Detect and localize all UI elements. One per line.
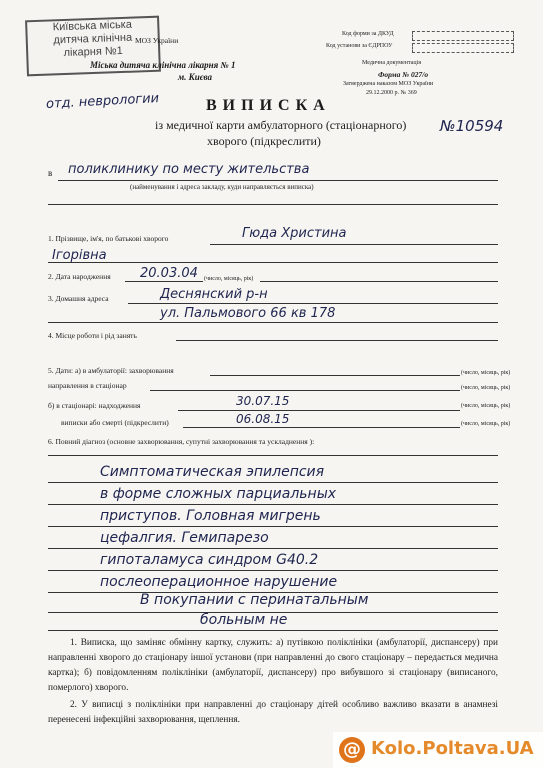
address-value-2: ул. Пальмового 66 кв 178 — [160, 306, 336, 321]
dob-hint: (число, місяць, рік) — [204, 276, 254, 282]
ambulatory-onset-line — [210, 375, 460, 376]
destination-line-2 — [48, 204, 498, 205]
work-line — [176, 340, 498, 341]
address-value: Деснянский р-н — [160, 287, 268, 302]
destination-prefix: в — [48, 168, 53, 178]
diagnosis-text: в форме сложных парциальных — [100, 486, 337, 502]
doc-type: Медична документація — [362, 60, 421, 66]
dkud-label: Код форми за ДКУД — [342, 31, 394, 37]
patient-name-line — [210, 244, 498, 245]
discharge-date: 06.08.15 — [236, 412, 290, 426]
document-subtitle: із медичної карти амбулаторного (стаціонарного) — [155, 118, 407, 132]
hospital-city: м. Києва — [178, 72, 212, 82]
stamp-line: лікарня №1 — [63, 44, 123, 60]
dob-line — [125, 281, 203, 282]
discharge-label: виписки або смерті (підкреслити) — [61, 418, 169, 427]
address-line-2 — [48, 322, 498, 323]
diagnosis-text: приступов. Головная мигрень — [100, 508, 321, 524]
dob-label: 2. Дата народження — [48, 272, 111, 281]
approved-label: Затверджена наказом МОЗ України — [343, 81, 434, 87]
form-number: Форма № 027/о — [378, 70, 429, 79]
record-number: №10594 — [440, 117, 504, 135]
diagnosis-line — [48, 455, 498, 456]
diagnosis-text: послеоперационное нарушение — [100, 574, 338, 590]
admission-label: б) в стаціонарі: надходження — [48, 401, 141, 410]
patient-patronymic-value: Ігорівна — [52, 248, 107, 263]
ministry-label: МОЗ України — [135, 36, 179, 45]
approved-date: 29.12.2000 р. № 369 — [366, 90, 417, 96]
diagnosis-line — [48, 526, 498, 527]
admission-date: 30.07.15 — [236, 394, 290, 408]
diagnosis-label: 6. Повний діагноз (основне захворювання, супутні захворювання та ускладнення ): — [48, 437, 315, 446]
ambulatory-onset-label: 5. Дати: а) в амбулаторії: захворювання — [48, 366, 174, 375]
diagnosis-text: Симптоматическая эпилепсия — [100, 464, 325, 480]
discharge-line — [183, 427, 460, 428]
footer-note-2: 2. У виписці з поліклініки при направленні до стаціонару дітей особливо важливо вказати в анамнезі перенесені інфекційні захворювання, щеплення. — [48, 700, 498, 725]
dob-line-2 — [260, 281, 498, 282]
hospital-name: Міська дитяча клінічна лікарня № 1 — [90, 60, 236, 70]
diagnosis-text: цефалгия. Гемипарезо — [100, 530, 269, 546]
diagnosis-text: гипоталамуса синдром G40.2 — [100, 552, 319, 568]
site-watermark — [333, 732, 543, 768]
diagnosis-line — [48, 504, 498, 505]
admission-line — [178, 410, 460, 411]
diagnosis-line — [48, 630, 498, 631]
stamp-line: дитяча клінічна — [53, 31, 133, 47]
diagnosis-note: В покупании с перинатальным — [140, 592, 369, 608]
edrpou-code-box — [412, 43, 514, 53]
handwritten-department: отд. неврологии — [45, 91, 160, 112]
patient-name-line-2 — [48, 262, 498, 263]
destination-value: поликлинику по месту жительства — [68, 162, 310, 177]
footer-note-1: 1. Виписка, що заміняє обмінну картку, служить: а) путівкою поліклініки (амбулаторії, диспансеру) при направленні хворого до стаціонару іншої установи (при направленні до свого стаціонару – передається медична картка); б) повідомленням поліклініки (амбулаторії, диспансеру) про вибувшого зі стаціонару (виписаного, померлого) хворого. — [48, 638, 498, 693]
diagnosis-line — [48, 570, 498, 571]
patient-name-value: Гюда Христина — [242, 226, 347, 241]
dkud-code-box — [412, 31, 514, 41]
dob-value: 20.03.04 — [140, 266, 198, 281]
ambulatory-onset-hint: (число, місяць, рік) — [461, 370, 511, 376]
watermark-logo-icon: @ — [339, 737, 365, 763]
diagnosis-note: больным не — [200, 612, 288, 628]
hospital-referral-label: направлення в стаціонар — [48, 381, 127, 390]
work-label: 4. Місце роботи і рід занять — [48, 331, 137, 340]
address-line — [128, 303, 498, 304]
diagnosis-line — [48, 482, 498, 483]
watermark-text: Kolo.Poltava.UA — [371, 738, 534, 759]
destination-line — [58, 180, 498, 181]
admission-hint: (число, місяць, рік) — [461, 403, 511, 409]
hospital-referral-line — [150, 390, 460, 391]
edrpou-label: Код установи за ЄДРПОУ — [326, 43, 393, 49]
patient-name-label: 1. Прізвище, ім'я, по батькові хворого — [48, 234, 169, 243]
discharge-hint: (число, місяць, рік) — [461, 421, 511, 427]
destination-hint: (найменування і адреса закладу, куди направляється виписка) — [130, 183, 314, 191]
document-title: ВИПИСКА — [206, 97, 331, 114]
document-subtitle-2: хворого (підкреслити) — [207, 134, 321, 148]
address-label: 3. Домашня адреса — [48, 294, 109, 303]
hospital-referral-hint: (число, місяць, рік) — [461, 385, 511, 391]
stamp-line: Київська міська — [52, 18, 133, 34]
diagnosis-line — [48, 548, 498, 549]
